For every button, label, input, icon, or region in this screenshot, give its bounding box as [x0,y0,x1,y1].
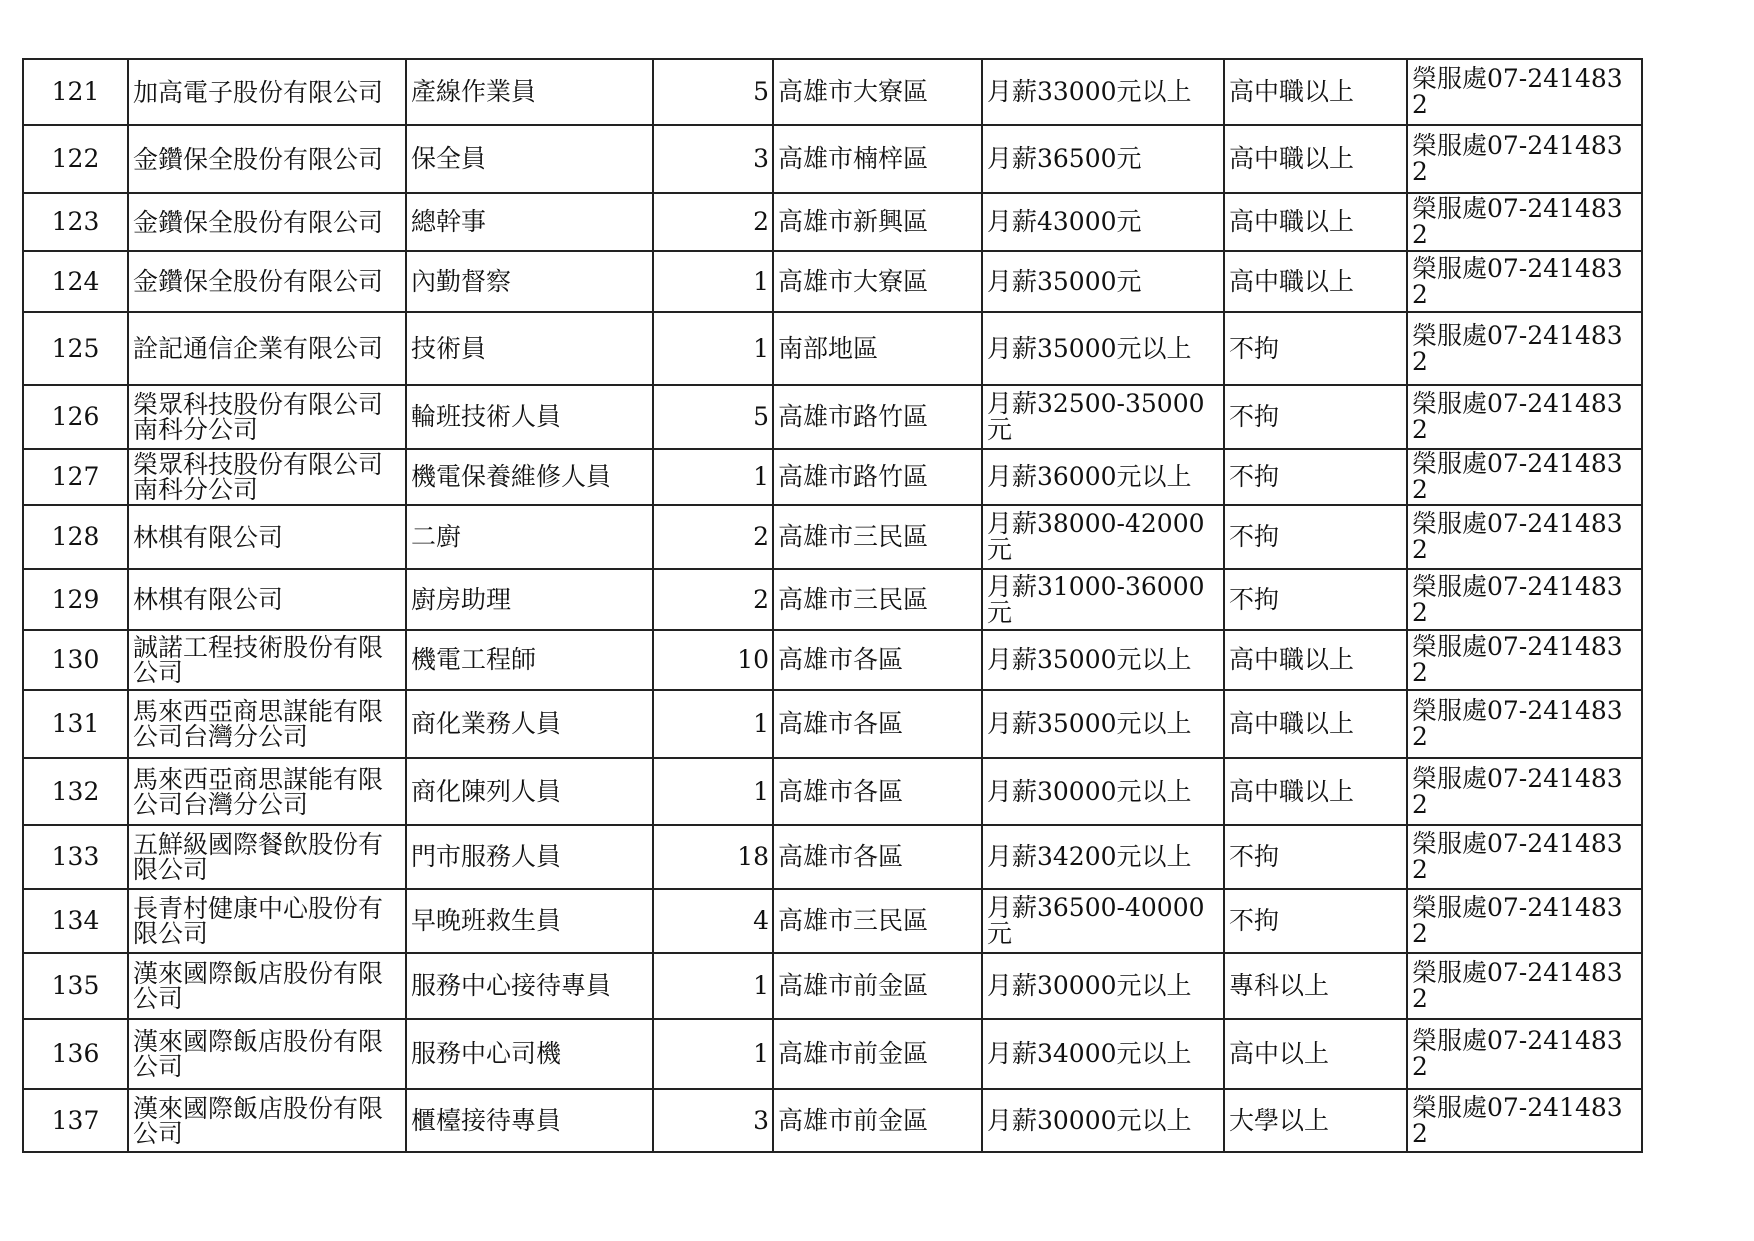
table-row [23,569,1642,630]
position-cell: 廚房助理 [406,569,653,630]
row-number-cell: 127 [23,449,128,505]
company-cell: 馬來西亞商思謀能有限公司台灣分公司 [128,758,406,825]
education-cell: 不拘 [1224,569,1407,630]
education-cell: 不拘 [1224,505,1407,569]
job-listing-table [22,58,1643,1153]
table-row [23,125,1642,193]
location-cell: 高雄市楠梓區 [773,125,982,193]
education-cell: 高中職以上 [1224,59,1407,125]
table-row [23,630,1642,690]
education-cell: 高中職以上 [1224,251,1407,312]
position-cell: 門市服務人員 [406,825,653,889]
education-cell: 專科以上 [1224,953,1407,1019]
location-cell: 高雄市三民區 [773,889,982,953]
table-row [23,385,1642,449]
education-cell: 大學以上 [1224,1089,1407,1152]
contact-cell: 榮服處07-2414832 [1407,449,1642,505]
row-number-cell: 126 [23,385,128,449]
contact-cell: 榮服處07-2414832 [1407,758,1642,825]
salary-cell: 月薪34000元以上 [982,1019,1224,1089]
row-number-cell: 123 [23,193,128,251]
row-number-cell: 129 [23,569,128,630]
education-cell: 高中職以上 [1224,690,1407,758]
salary-cell: 月薪36500-40000元 [982,889,1224,953]
company-cell: 林棋有限公司 [128,569,406,630]
company-cell: 林棋有限公司 [128,505,406,569]
company-cell: 五鮮級國際餐飲股份有限公司 [128,825,406,889]
table-row [23,1089,1642,1152]
company-cell: 漢來國際飯店股份有限公司 [128,953,406,1019]
contact-cell: 榮服處07-2414832 [1407,1089,1642,1152]
position-cell: 機電保養維修人員 [406,449,653,505]
row-number-cell: 132 [23,758,128,825]
headcount-cell: 5 [653,385,773,449]
position-cell: 商化業務人員 [406,690,653,758]
salary-cell: 月薪35000元以上 [982,630,1224,690]
headcount-cell: 1 [653,1019,773,1089]
table-row [23,505,1642,569]
position-cell: 服務中心司機 [406,1019,653,1089]
table-row [23,690,1642,758]
row-number-cell: 130 [23,630,128,690]
table-row [23,449,1642,505]
location-cell: 高雄市三民區 [773,569,982,630]
table-row [23,312,1642,385]
company-cell: 詮記通信企業有限公司 [128,312,406,385]
job-listing-body [23,59,1642,1152]
salary-cell: 月薪30000元以上 [982,758,1224,825]
company-cell: 長青村健康中心股份有限公司 [128,889,406,953]
location-cell: 高雄市三民區 [773,505,982,569]
headcount-cell: 2 [653,505,773,569]
row-number-cell: 122 [23,125,128,193]
company-cell: 榮眾科技股份有限公司南科分公司 [128,385,406,449]
salary-cell: 月薪33000元以上 [982,59,1224,125]
education-cell: 高中職以上 [1224,125,1407,193]
headcount-cell: 1 [653,758,773,825]
table-row [23,193,1642,251]
position-cell: 櫃檯接待專員 [406,1089,653,1152]
contact-cell: 榮服處07-2414832 [1407,1019,1642,1089]
salary-cell: 月薪36000元以上 [982,449,1224,505]
contact-cell: 榮服處07-2414832 [1407,251,1642,312]
row-number-cell: 128 [23,505,128,569]
salary-cell: 月薪34200元以上 [982,825,1224,889]
company-cell: 誠諾工程技術股份有限公司 [128,630,406,690]
headcount-cell: 2 [653,193,773,251]
contact-cell: 榮服處07-2414832 [1407,125,1642,193]
contact-cell: 榮服處07-2414832 [1407,505,1642,569]
contact-cell: 榮服處07-2414832 [1407,825,1642,889]
position-cell: 保全員 [406,125,653,193]
row-number-cell: 135 [23,953,128,1019]
headcount-cell: 1 [653,953,773,1019]
headcount-cell: 4 [653,889,773,953]
location-cell: 高雄市各區 [773,825,982,889]
salary-cell: 月薪32500-35000元 [982,385,1224,449]
company-cell: 馬來西亞商思謀能有限公司台灣分公司 [128,690,406,758]
position-cell: 早晚班救生員 [406,889,653,953]
salary-cell: 月薪38000-42000元 [982,505,1224,569]
location-cell: 高雄市各區 [773,690,982,758]
headcount-cell: 10 [653,630,773,690]
education-cell: 不拘 [1224,449,1407,505]
row-number-cell: 137 [23,1089,128,1152]
headcount-cell: 3 [653,1089,773,1152]
headcount-cell: 2 [653,569,773,630]
position-cell: 商化陳列人員 [406,758,653,825]
location-cell: 高雄市路竹區 [773,385,982,449]
location-cell: 高雄市各區 [773,758,982,825]
position-cell: 輪班技術人員 [406,385,653,449]
location-cell: 高雄市前金區 [773,1019,982,1089]
salary-cell: 月薪30000元以上 [982,1089,1224,1152]
headcount-cell: 1 [653,251,773,312]
position-cell: 產線作業員 [406,59,653,125]
salary-cell: 月薪35000元以上 [982,690,1224,758]
location-cell: 高雄市大寮區 [773,59,982,125]
location-cell: 南部地區 [773,312,982,385]
location-cell: 高雄市前金區 [773,1089,982,1152]
contact-cell: 榮服處07-2414832 [1407,59,1642,125]
row-number-cell: 136 [23,1019,128,1089]
education-cell: 不拘 [1224,889,1407,953]
headcount-cell: 1 [653,449,773,505]
contact-cell: 榮服處07-2414832 [1407,690,1642,758]
education-cell: 不拘 [1224,385,1407,449]
row-number-cell: 134 [23,889,128,953]
headcount-cell: 5 [653,59,773,125]
contact-cell: 榮服處07-2414832 [1407,569,1642,630]
company-cell: 金鑽保全股份有限公司 [128,125,406,193]
headcount-cell: 18 [653,825,773,889]
location-cell: 高雄市大寮區 [773,251,982,312]
company-cell: 漢來國際飯店股份有限公司 [128,1089,406,1152]
contact-cell: 榮服處07-2414832 [1407,193,1642,251]
table-row [23,889,1642,953]
education-cell: 高中職以上 [1224,193,1407,251]
salary-cell: 月薪43000元 [982,193,1224,251]
position-cell: 內勤督察 [406,251,653,312]
headcount-cell: 1 [653,690,773,758]
company-cell: 漢來國際飯店股份有限公司 [128,1019,406,1089]
contact-cell: 榮服處07-2414832 [1407,889,1642,953]
location-cell: 高雄市前金區 [773,953,982,1019]
position-cell: 機電工程師 [406,630,653,690]
table-row [23,1019,1642,1089]
contact-cell: 榮服處07-2414832 [1407,630,1642,690]
row-number-cell: 121 [23,59,128,125]
salary-cell: 月薪35000元以上 [982,312,1224,385]
education-cell: 不拘 [1224,825,1407,889]
location-cell: 高雄市路竹區 [773,449,982,505]
position-cell: 技術員 [406,312,653,385]
position-cell: 服務中心接待專員 [406,953,653,1019]
position-cell: 總幹事 [406,193,653,251]
position-cell: 二廚 [406,505,653,569]
table-row [23,59,1642,125]
company-cell: 榮眾科技股份有限公司南科分公司 [128,449,406,505]
headcount-cell: 1 [653,312,773,385]
education-cell: 不拘 [1224,312,1407,385]
headcount-cell: 3 [653,125,773,193]
contact-cell: 榮服處07-2414832 [1407,385,1642,449]
row-number-cell: 133 [23,825,128,889]
location-cell: 高雄市新興區 [773,193,982,251]
table-row [23,825,1642,889]
education-cell: 高中職以上 [1224,630,1407,690]
salary-cell: 月薪35000元 [982,251,1224,312]
salary-cell: 月薪30000元以上 [982,953,1224,1019]
salary-cell: 月薪36500元 [982,125,1224,193]
table-row [23,758,1642,825]
contact-cell: 榮服處07-2414832 [1407,312,1642,385]
table-row [23,953,1642,1019]
salary-cell: 月薪31000-36000元 [982,569,1224,630]
education-cell: 高中職以上 [1224,758,1407,825]
education-cell: 高中以上 [1224,1019,1407,1089]
row-number-cell: 125 [23,312,128,385]
row-number-cell: 131 [23,690,128,758]
table-row [23,251,1642,312]
company-cell: 加高電子股份有限公司 [128,59,406,125]
company-cell: 金鑽保全股份有限公司 [128,193,406,251]
company-cell: 金鑽保全股份有限公司 [128,251,406,312]
location-cell: 高雄市各區 [773,630,982,690]
contact-cell: 榮服處07-2414832 [1407,953,1642,1019]
row-number-cell: 124 [23,251,128,312]
